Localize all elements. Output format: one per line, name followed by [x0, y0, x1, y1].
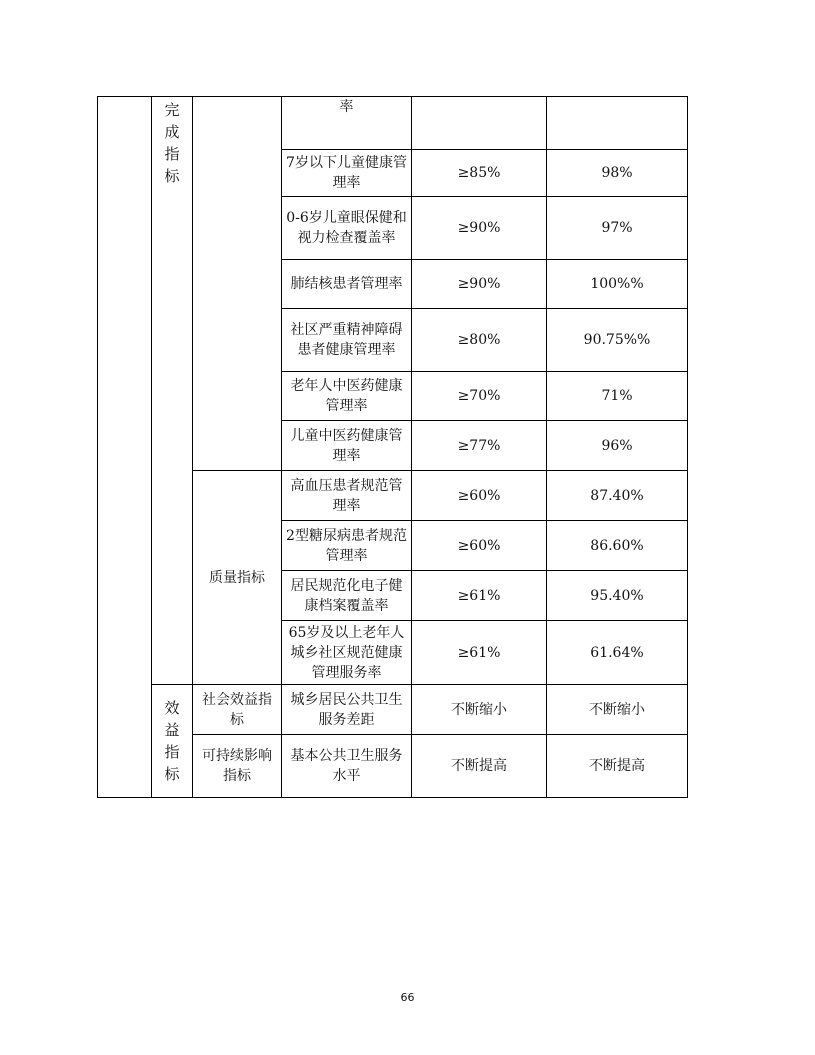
- target-cell: [412, 97, 547, 150]
- indicator-cell: 0-6岁儿童眼保健和视力检查覆盖率: [282, 197, 412, 260]
- subcategory-sustainable-cell: 可持续影响指标: [193, 735, 282, 798]
- target-cell: ≥60%: [412, 471, 547, 521]
- actual-cell: [547, 97, 688, 150]
- page-number: 66: [400, 991, 415, 1004]
- actual-cell: 97%: [547, 197, 688, 260]
- actual-cell: 不断提高: [547, 735, 688, 798]
- target-cell: 不断提高: [412, 735, 547, 798]
- actual-cell: 71%: [547, 372, 688, 421]
- category-completion-cell: 完成指标: [152, 97, 193, 685]
- target-cell: ≥90%: [412, 260, 547, 309]
- indicator-cell: 居民规范化电子健康档案覆盖率: [282, 571, 412, 621]
- performance-indicator-table: [97, 96, 688, 798]
- target-cell: ≥80%: [412, 309, 547, 372]
- indicator-cell: 社区严重精神障碍患者健康管理率: [282, 309, 412, 372]
- indicator-cell: 儿童中医药健康管理率: [282, 421, 412, 471]
- actual-cell: 95.40%: [547, 571, 688, 621]
- target-cell: ≥77%: [412, 421, 547, 471]
- actual-cell: 86.60%: [547, 521, 688, 571]
- subcategory-social-cell: 社会效益指标: [193, 685, 282, 735]
- actual-cell: 96%: [547, 421, 688, 471]
- table-row: [98, 97, 688, 150]
- actual-cell: 不断缩小: [547, 685, 688, 735]
- table-row: [98, 685, 688, 735]
- target-cell: ≥85%: [412, 150, 547, 197]
- indicator-cell: 65岁及以上老年人城乡社区规范健康管理服务率: [282, 621, 412, 685]
- indicator-cell: 高血压患者规范管理率: [282, 471, 412, 521]
- indicator-cell: 肺结核患者管理率: [282, 260, 412, 309]
- actual-cell: 61.64%: [547, 621, 688, 685]
- category-benefit-cell: 效益指标: [152, 685, 193, 798]
- actual-cell: 90.75%%: [547, 309, 688, 372]
- target-cell: ≥61%: [412, 571, 547, 621]
- indicator-cell: 基本公共卫生服务水平: [282, 735, 412, 798]
- actual-cell: 100%%: [547, 260, 688, 309]
- indicator-cell: 率: [282, 97, 412, 150]
- indicator-cell: 2型糖尿病患者规范管理率: [282, 521, 412, 571]
- target-cell: 不断缩小: [412, 685, 547, 735]
- actual-cell: 87.40%: [547, 471, 688, 521]
- target-cell: ≥90%: [412, 197, 547, 260]
- target-cell: ≥61%: [412, 621, 547, 685]
- indicator-cell: 7岁以下儿童健康管理率: [282, 150, 412, 197]
- actual-cell: 98%: [547, 150, 688, 197]
- target-cell: ≥70%: [412, 372, 547, 421]
- subcategory-cell: [193, 97, 282, 471]
- indicator-cell: 老年人中医药健康管理率: [282, 372, 412, 421]
- subcategory-quality-cell: 质量指标: [193, 471, 282, 685]
- target-cell: ≥60%: [412, 521, 547, 571]
- first-level-cell: [98, 97, 152, 798]
- indicator-cell: 城乡居民公共卫生服务差距: [282, 685, 412, 735]
